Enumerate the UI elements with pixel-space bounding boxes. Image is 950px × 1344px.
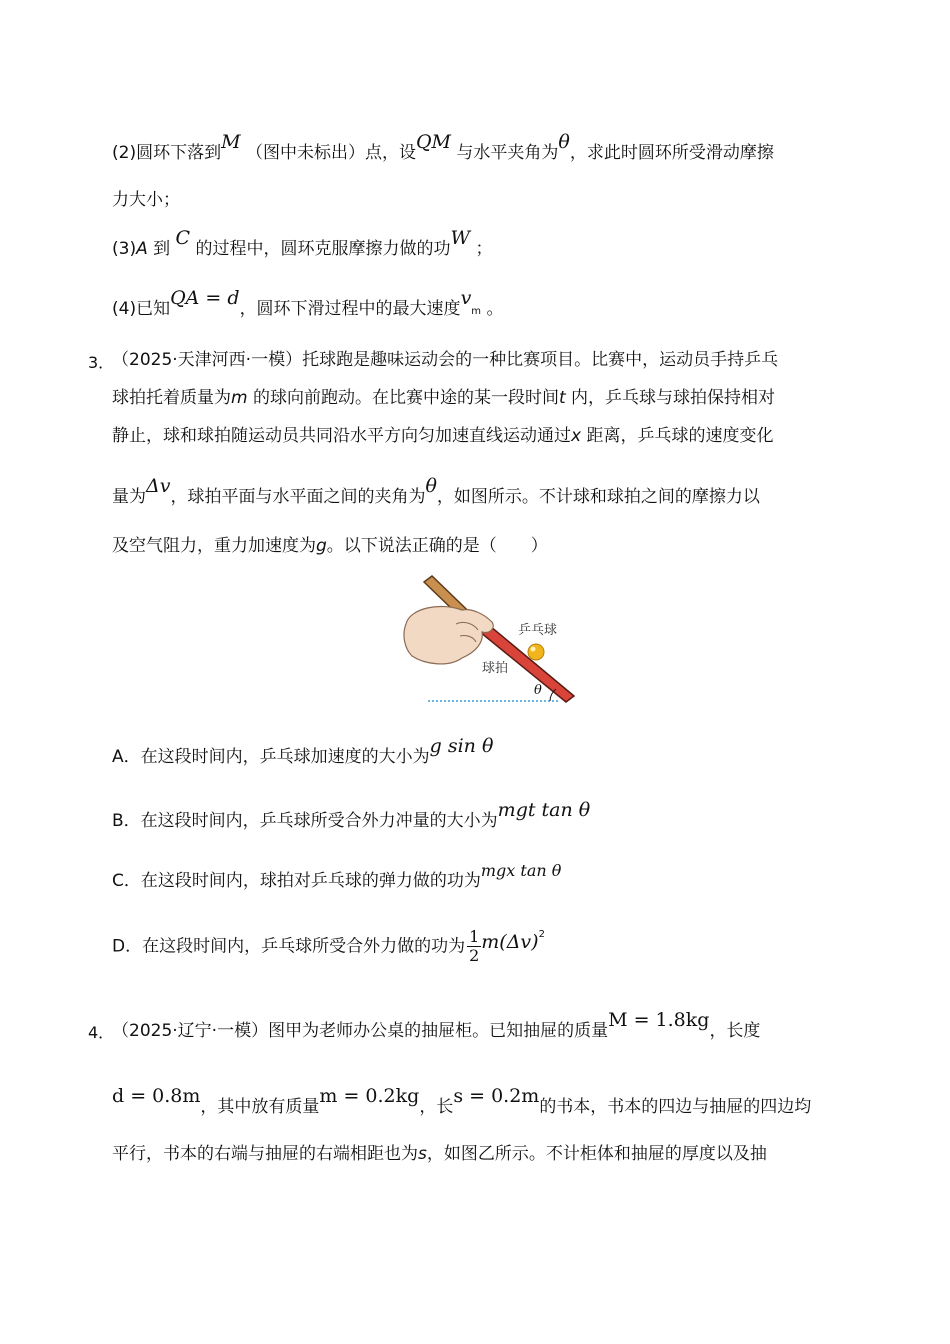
- hand: [404, 606, 493, 663]
- text: 平行，书本的右端与抽屉的右端相距也为: [112, 1144, 418, 1164]
- math-W: W: [450, 227, 471, 249]
- text: （图中未标出）点，设: [245, 143, 416, 163]
- math-m-mass: m = 0.2kg: [319, 1085, 420, 1107]
- option-label: C．: [112, 871, 141, 891]
- option-label: D．: [112, 936, 143, 957]
- option-label: A．: [112, 747, 141, 767]
- option-text: 在这段时间内，乒乓球加速度的大小为: [140, 747, 430, 767]
- math-M-mass: M = 1.8kg: [608, 1009, 710, 1031]
- question-number-4: 4．: [88, 1023, 115, 1042]
- q4-line2: [112, 1085, 812, 1119]
- label-ball: 乒乓球: [518, 623, 558, 638]
- text: 量为: [112, 487, 146, 507]
- text: (3): [112, 239, 137, 259]
- text: 静止，球和球拍随运动员共同沿水平方向匀加速直线运动通过: [112, 426, 571, 446]
- text: ，长度: [709, 1021, 761, 1041]
- numerator: 1: [469, 927, 480, 946]
- math-m-delta-v: m(Δv): [481, 930, 539, 953]
- q2-part3: [112, 227, 493, 261]
- q4-line3: [112, 1142, 767, 1166]
- text: ，其中放有质量: [200, 1097, 320, 1117]
- text: 球拍托着质量为: [112, 388, 231, 408]
- fraction-one-half: [467, 928, 481, 965]
- math-s-length: s = 0.2m: [453, 1085, 540, 1107]
- text: 到: [147, 239, 171, 259]
- text: 。: [486, 299, 504, 319]
- label-theta: θ: [534, 683, 542, 698]
- math-C: C: [175, 227, 191, 249]
- text: ，圆环下滑过程中的最大速度: [239, 299, 461, 319]
- text: 及空气阻力，重力加速度为: [112, 536, 316, 556]
- denominator: 2: [469, 946, 480, 965]
- math-M: M: [221, 131, 241, 153]
- label-paddle: 球拍: [482, 661, 509, 676]
- var-s: s: [418, 1144, 427, 1164]
- math-QM: QM: [415, 131, 451, 153]
- option-D[interactable]: [112, 928, 545, 965]
- math-delta-v: Δv: [146, 475, 171, 497]
- math-mgt-tan-theta: mgt tan θ: [497, 799, 591, 821]
- q3-line5: [112, 534, 548, 558]
- option-C[interactable]: [112, 861, 562, 891]
- option-label: B．: [112, 811, 141, 831]
- math-d-length: d = 0.8m: [112, 1085, 201, 1107]
- var-g: g: [316, 536, 327, 556]
- ball-highlight: [531, 647, 536, 652]
- math-v: v: [460, 287, 472, 309]
- var-x: x: [571, 426, 582, 446]
- text: ，球拍平面与水平面之间的夹角为: [170, 487, 426, 507]
- q2-part2-line2: 力大小；: [112, 190, 180, 210]
- paddle-figure: [400, 572, 580, 706]
- q3-line4: [112, 475, 760, 509]
- text: ，求此时圆环所受滑动摩擦: [569, 143, 774, 163]
- var-t: t: [558, 388, 566, 408]
- q2-part4: [112, 287, 504, 324]
- math-theta: θ: [558, 131, 570, 153]
- text: 内，乒乓球与球拍保持相对: [565, 388, 776, 408]
- q3-line3: [112, 424, 773, 448]
- q3-line1: （2025·天津河西·一模）托球跑是趣味运动会的一种比赛项目。比赛中，运动员手持乒乓: [112, 350, 779, 370]
- subscript-m: m: [471, 306, 482, 317]
- ping-pong-ball: [528, 644, 544, 660]
- superscript-2: 2: [538, 928, 545, 940]
- paddle-illustration: [400, 572, 580, 706]
- text: ，长: [419, 1097, 454, 1117]
- math-mgx-tan-theta: mgx tan θ: [480, 861, 562, 880]
- var-m: m: [231, 388, 248, 408]
- text: （2025·辽宁·一模）图甲为老师办公桌的抽屉柜。已知抽屉的质量: [112, 1021, 609, 1041]
- q3-line2: [112, 386, 775, 410]
- question-number-3: 3．: [88, 353, 115, 372]
- option-B[interactable]: [112, 799, 591, 831]
- text: ，如图所示。不计球和球拍之间的摩擦力以: [436, 487, 760, 507]
- q2-part2-line1: [112, 131, 774, 165]
- math-theta: θ: [425, 475, 437, 497]
- text: ；: [475, 239, 493, 259]
- text: 的书本，书本的四边与抽屉的四边均: [539, 1097, 812, 1117]
- math-A: A: [136, 239, 148, 259]
- math-g-sin-theta: g sin θ: [429, 735, 494, 757]
- option-text: 在这段时间内，乒乓球所受合外力冲量的大小为: [140, 811, 498, 831]
- q4-line1: [112, 1009, 761, 1043]
- text: 的球向前跑动。在比赛中途的某一段时间: [247, 388, 559, 408]
- text: 距离，乒乓球的速度变化: [581, 426, 774, 446]
- option-A[interactable]: [112, 735, 494, 767]
- option-text: 在这段时间内，乒乓球所受合外力做的功为: [142, 936, 466, 957]
- text: (2)圆环下落到: [112, 143, 222, 163]
- text: (4)已知: [112, 299, 171, 319]
- option-text: 在这段时间内，球拍对乒乓球的弹力做的功为: [140, 871, 481, 891]
- text: 与水平夹角为: [456, 143, 559, 163]
- math-QA-eq-d: QA = d: [170, 287, 240, 309]
- text: 的过程中，圆环克服摩擦力做的功: [195, 239, 451, 259]
- text: 。以下说法正确的是（ ）: [326, 536, 548, 556]
- text: ，如图乙所示。不计柜体和抽屉的厚度以及抽: [426, 1144, 767, 1164]
